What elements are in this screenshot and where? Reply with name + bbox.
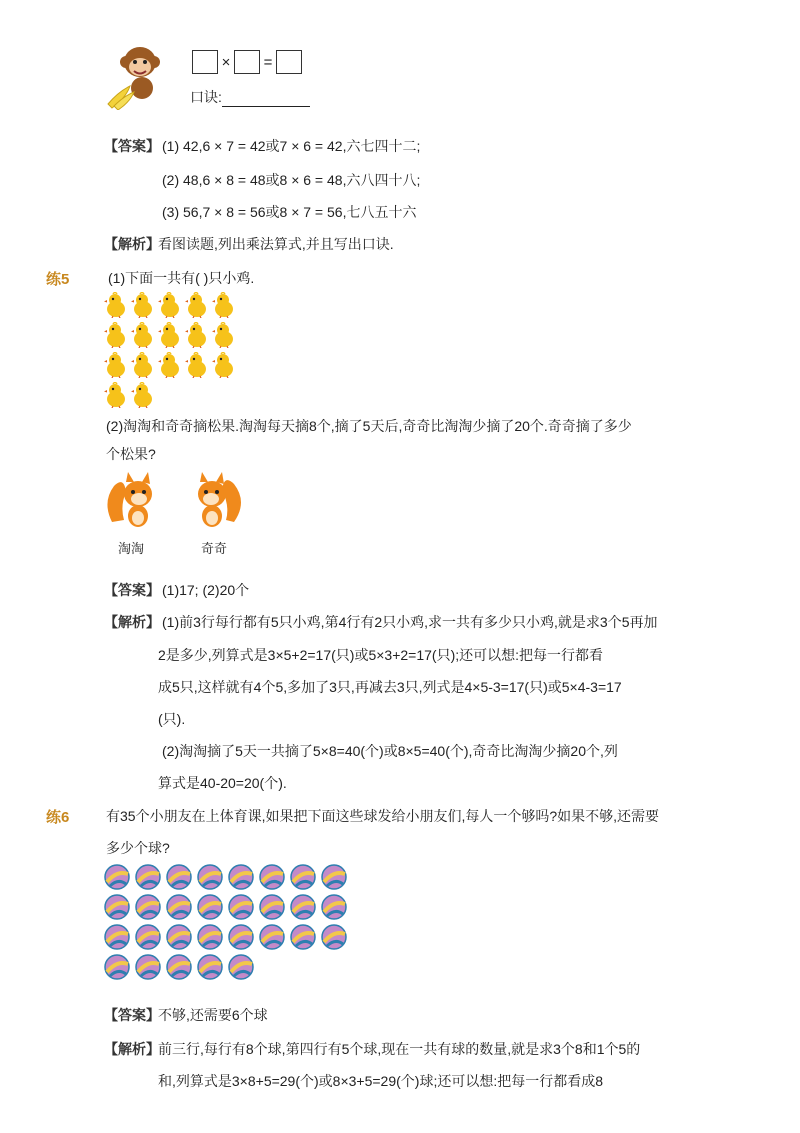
ball-icon <box>290 894 316 920</box>
ball-icon <box>104 894 130 920</box>
exercise-6-q-line-2: 多少个球? <box>106 840 170 856</box>
ball-icon <box>166 924 192 950</box>
answer-1-line-3: (3) 56,7 × 8 = 56或8 × 7 = 56,七八五十六 <box>162 204 417 220</box>
chick-icon <box>104 352 128 378</box>
answer-1-line-1: (1) 42,6 × 7 = 42或7 × 6 = 42,六七四十二; <box>162 138 421 154</box>
chick-grid <box>104 292 244 410</box>
ball-icon <box>228 954 254 980</box>
exercise-5-analysis-line-6: 算式是40-20=20(个). <box>158 775 287 791</box>
chick-icon <box>158 322 182 348</box>
ball-icon <box>104 864 130 890</box>
exercise-5-answer-tag: 【答案】 <box>104 582 160 598</box>
chick-icon <box>185 292 209 318</box>
exercise-6-q-line-1: 有35个小朋友在上体育课,如果把下面这些球发给小朋友们,每人一个够吗?如果不够,还需要 <box>106 808 660 824</box>
analysis-tag-1: 【解析】 <box>104 236 160 252</box>
exercise-6-analysis-line-1: 前三行,每行有8个球,第四行有5个球,现在一共有球的数量,就是求3个8和1个5的 <box>158 1041 641 1057</box>
chick-icon <box>158 292 182 318</box>
ball-icon <box>197 894 223 920</box>
exercise-5-analysis-line-1: (1)前3行每行都有5只小鸡,第4行有2只小鸡,求一共有多少只小鸡,就是求3个5再加 <box>162 614 658 630</box>
exercise-6-label: 练6 <box>46 809 70 826</box>
chick-icon <box>104 382 128 408</box>
exercise-6-analysis-line-2: 和,列算式是3×8+5=29(个)或8×3+5=29(个)球;还可以想:把每一行都看成8 <box>158 1073 604 1089</box>
blank-box-1[interactable] <box>192 50 218 74</box>
ball-icon <box>104 924 130 950</box>
times-sign: × <box>221 53 231 71</box>
ball-icon <box>166 864 192 890</box>
koujue-line <box>190 87 310 107</box>
ball-icon <box>259 864 285 890</box>
chick-icon <box>131 322 155 348</box>
answer-tag-1: 【答案】 <box>104 138 160 154</box>
ball-icon <box>228 894 254 920</box>
chick-icon <box>212 292 236 318</box>
chick-icon <box>131 352 155 378</box>
ball-icon <box>228 924 254 950</box>
chick-icon <box>104 292 128 318</box>
ball-icon <box>197 864 223 890</box>
ball-icon <box>259 924 285 950</box>
exercise-5-analysis-line-4: (只). <box>158 711 186 727</box>
ball-icon <box>135 864 161 890</box>
blank-box-2[interactable] <box>234 50 260 74</box>
chick-icon <box>158 352 182 378</box>
ball-icon <box>290 864 316 890</box>
equals-sign: = <box>263 53 273 71</box>
koujue-blank[interactable] <box>222 92 310 107</box>
exercise-6-answer: 不够,还需要6个球 <box>158 1007 268 1023</box>
chick-icon <box>131 382 155 408</box>
multiplication-blank-equation <box>192 50 302 76</box>
koujue-label: 口诀: <box>190 89 222 105</box>
exercise-5-answer: (1)17; (2)20个 <box>162 582 250 598</box>
chick-icon <box>185 352 209 378</box>
ball-icon <box>321 924 347 950</box>
ball-icon <box>197 924 223 950</box>
chick-icon <box>104 322 128 348</box>
ball-icon <box>321 894 347 920</box>
ball-grid <box>104 864 354 980</box>
squirrel-qiqi-illustration <box>190 472 246 530</box>
ball-icon <box>135 954 161 980</box>
chick-icon <box>212 352 236 378</box>
exercise-5-analysis-line-5: (2)淘淘摘了5天一共摘了5×8=40(个)或8×5=40(个),奇奇比淘淘少摘20个,列 <box>162 743 618 759</box>
exercise-6-analysis-tag: 【解析】 <box>104 1041 160 1057</box>
chick-icon <box>185 322 209 348</box>
ball-icon <box>135 894 161 920</box>
exercise-5-q2-line-1: (2)淘淘和奇奇摘松果.淘淘每天摘8个,摘了5天后,奇奇比淘淘少摘了20个.奇奇摘了多少 <box>106 418 632 434</box>
ball-icon <box>290 924 316 950</box>
exercise-6-answer-tag: 【答案】 <box>104 1007 160 1023</box>
chick-icon <box>131 292 155 318</box>
name-taotao: 淘淘 <box>118 542 145 557</box>
ball-icon <box>166 894 192 920</box>
ball-icon <box>104 954 130 980</box>
name-qiqi: 奇奇 <box>201 542 228 557</box>
ball-icon <box>197 954 223 980</box>
ball-icon <box>321 864 347 890</box>
chick-icon <box>212 322 236 348</box>
analysis-1-text: 看图读题,列出乘法算式,并且写出口诀. <box>158 236 394 252</box>
exercise-5-analysis-tag: 【解析】 <box>104 614 160 630</box>
blank-box-3[interactable] <box>276 50 302 74</box>
ball-icon <box>135 924 161 950</box>
ball-icon <box>228 864 254 890</box>
monkey-illustration <box>104 40 170 110</box>
exercise-5-q1: (1)下面一共有( )只小鸡. <box>108 270 255 286</box>
exercise-5-q2-line-2: 个松果? <box>106 446 156 462</box>
squirrel-taotao-illustration <box>104 472 160 530</box>
answer-1-line-2: (2) 48,6 × 8 = 48或8 × 6 = 48,六八四十八; <box>162 172 421 188</box>
ball-icon <box>166 954 192 980</box>
exercise-5-label: 练5 <box>46 271 70 288</box>
exercise-5-analysis-line-3: 成5只,这样就有4个5,多加了3只,再减去3只,列式是4×5-3=17(只)或5×4-3=17 <box>158 679 622 695</box>
exercise-5-analysis-line-2: 2是多少,列算式是3×5+2=17(只)或5×3+2=17(只);还可以想:把每一行都看 <box>158 647 604 663</box>
ball-icon <box>259 894 285 920</box>
